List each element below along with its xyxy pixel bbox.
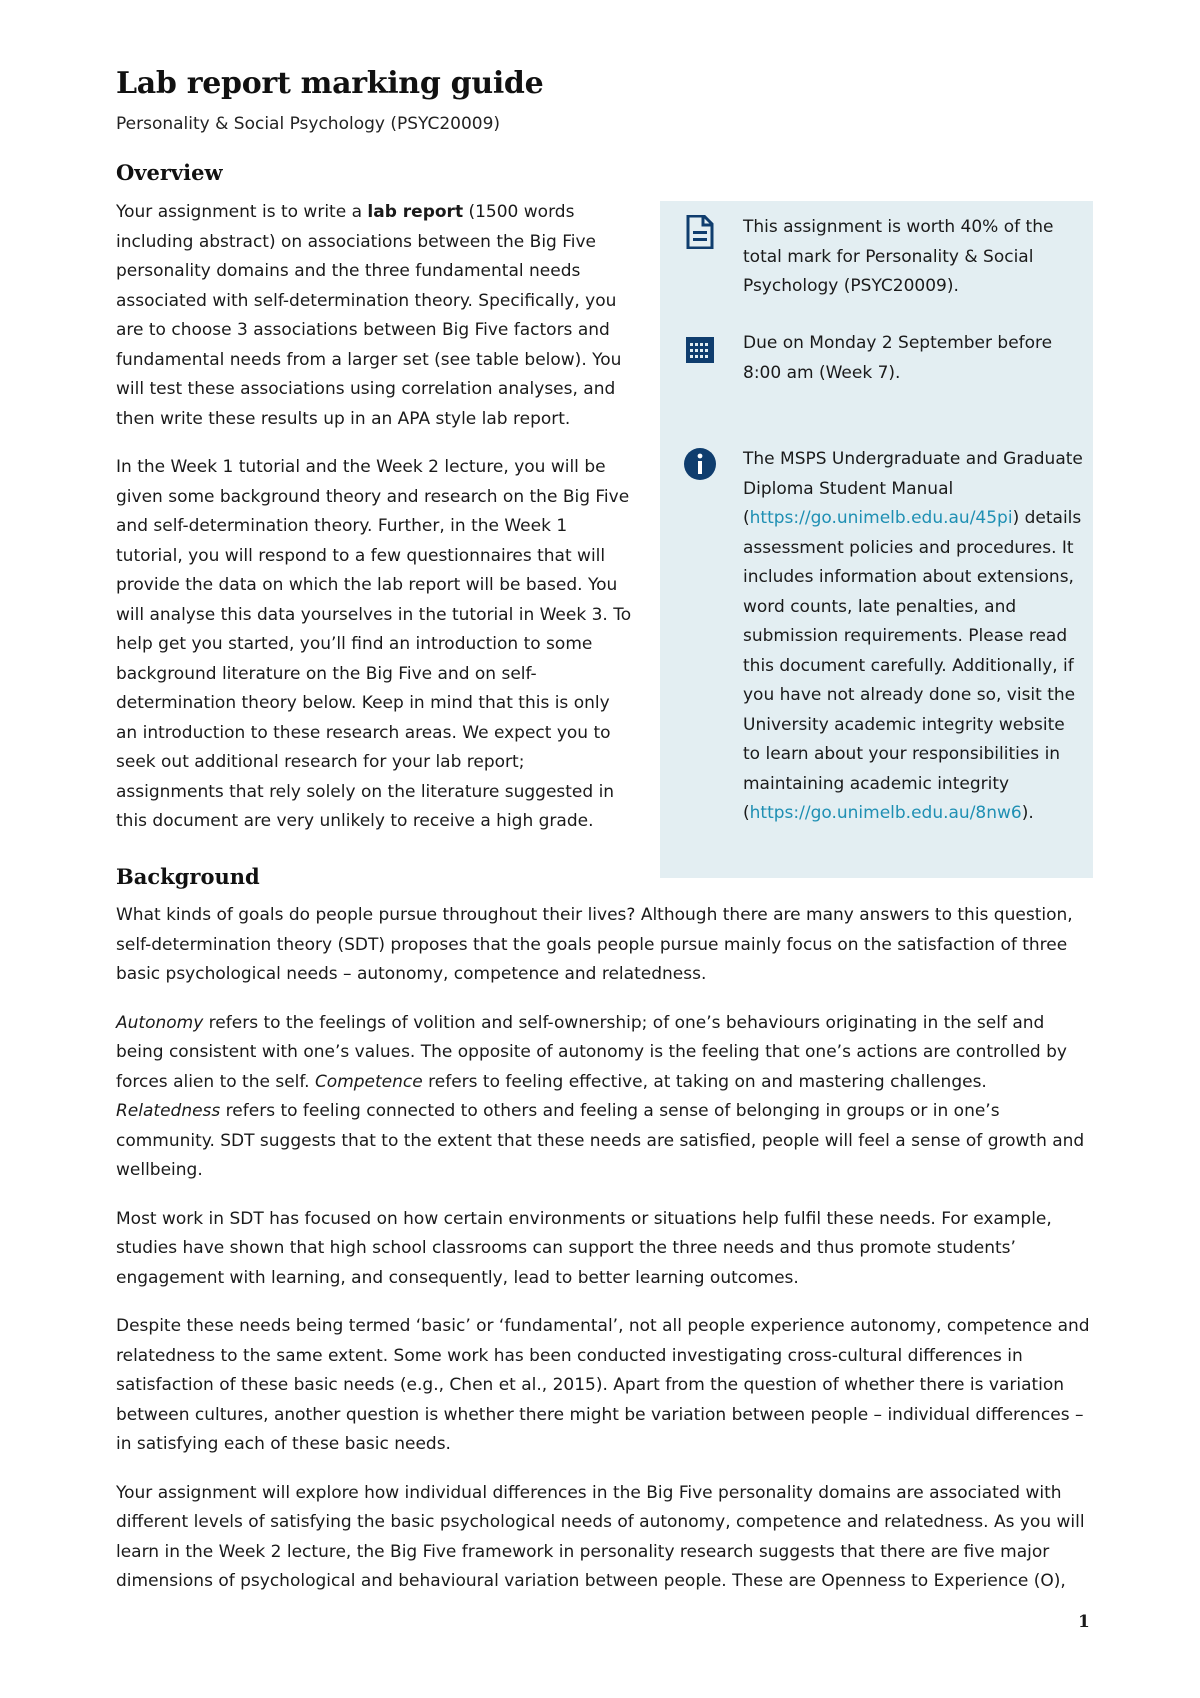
term-competence: Competence — [314, 1071, 423, 1092]
overview-paragraph-2: In the Week 1 tutorial and the Week 2 lecture, you will be given some background theory and research on the Big Five and self-determination theory. Further, in the Week 1 tutorial, you will respond to a few questionnaires that will provide the data on which the lab report will be based. You will analyse this data yourselves in the tutorial in Week 3. To help get you started, you’ll find an introduction to some background literature on the Big Five and on self-determination theory below. Keep in mind that this is only an introduction to these research areas. We expect you to seek out additional research for your lab report; assignments that rely solely on the literature suggested in this document are very unlikely to receive a high grade. — [116, 457, 632, 831]
overview-p1-text-c: (1500 words including abstract) on associations between the Big Five personality domains and the three fundamental needs associated with self-determination theory. Specifically, you are to choose 3 associations between Big Five factors and fundamental needs from a larger set (see table below). You will test these associations using correlation analyses, and then write these results up in an APA style lab report. — [116, 202, 622, 429]
background-paragraph-4: Despite these needs being termed ‘basic’ or ‘fundamental’, not all people experience autonomy, competence and relatedness to the same extent. Some work has been conducted investigating cross-cultural differences in satisfaction of these basic needs (e.g., Chen et al., 2015). Apart from the question of whether there is variation between cultures, another question is whether there might be variation between people – individual differences – in satisfying each of these basic needs. — [116, 1316, 1090, 1454]
bg-p2-text-2: refers to the feelings of volition and self-ownership; of one’s behaviours originating in the self and being consistent with one’s values. The opposite of autonomy is the feeling that one’s actions are controlled by forces alien to the self. — [116, 1012, 1067, 1092]
manual-text — [743, 445, 1083, 829]
course-subtitle: Personality & Social Psychology (PSYC20009) — [116, 114, 501, 134]
info-panel — [660, 201, 1093, 878]
manual-text-c: ). — [1021, 803, 1034, 823]
academic-integrity-link[interactable]: https://go.unimelb.edu.au/8nw6 — [749, 803, 1022, 823]
manual-text-b: ) details assessment policies and procedures. It includes information about extensions, word counts, late penalties, and submission requirements. Please read this document carefully. Additionally, if you have not already done so, visit the University academic integrity website to learn about your responsibilities in maintaining academic integrity ( — [743, 508, 1082, 823]
term-autonomy: Autonomy — [116, 1012, 204, 1033]
document-icon — [685, 215, 715, 249]
overview-paragraph-1 — [116, 198, 636, 434]
calendar-icon — [685, 331, 715, 365]
background-paragraph-5: Your assignment will explore how individual differences in the Big Five personality domains are associated with different levels of satisfying the basic psychological needs of autonomy, competence and relatedness. As you will learn in the Week 2 lecture, the Big Five framework in personality research suggests that there are five major dimensions of psychological and behavioural variation between people. These are Openness to Experience (O), — [116, 1482, 1085, 1591]
info-icon — [683, 447, 717, 481]
background-paragraph-2 — [116, 1009, 1096, 1186]
page-title: Lab report marking guide — [116, 66, 544, 101]
background-heading: Background — [116, 864, 260, 889]
background-paragraph-3: Most work in SDT has focused on how certain environments or situations help fulfil these needs. For example, studies have shown that high school classrooms can support the three needs and thus promote students’ engagement with learning, and consequently, lead to better learning outcomes. — [116, 1208, 1052, 1288]
overview-p1-text-a: Your assignment is to write a — [116, 202, 368, 222]
bg-p2-text-6: refers to feeling connected to others and feeling a sense of belonging in groups or in one’s community. SDT suggests that to the extent that these needs are satisfied, people will feel a sense of growth and wellbeing. — [116, 1101, 1085, 1180]
bg-p2-text-4: refers to feeling effective, at taking on and mastering challenges. — [422, 1071, 987, 1092]
student-manual-link[interactable]: https://go.unimelb.edu.au/45pi — [749, 508, 1013, 528]
overview-text — [116, 198, 636, 856]
worth-text: This assignment is worth 40% of the total mark for Personality & Social Psychology (PSYC20009). — [743, 217, 1054, 296]
background-paragraph-1: What kinds of goals do people pursue throughout their lives? Although there are many answers to this question, self-determination theory (SDT) proposes that the goals people pursue mainly focus on the satisfaction of three basic psychological needs – autonomy, competence and relatedness. — [116, 905, 1073, 984]
manual-text-a: The MSPS Undergraduate and Graduate Diploma Student Manual ( — [743, 449, 1083, 528]
background-text — [116, 901, 1096, 1616]
term-relatedness: Relatedness — [116, 1101, 221, 1121]
due-text: Due on Monday 2 September before 8:00 am (Week 7). — [743, 333, 1053, 383]
lab-report-emphasis: lab report — [367, 202, 464, 222]
overview-heading: Overview — [116, 160, 223, 185]
page-number: 1 — [1078, 1612, 1090, 1632]
